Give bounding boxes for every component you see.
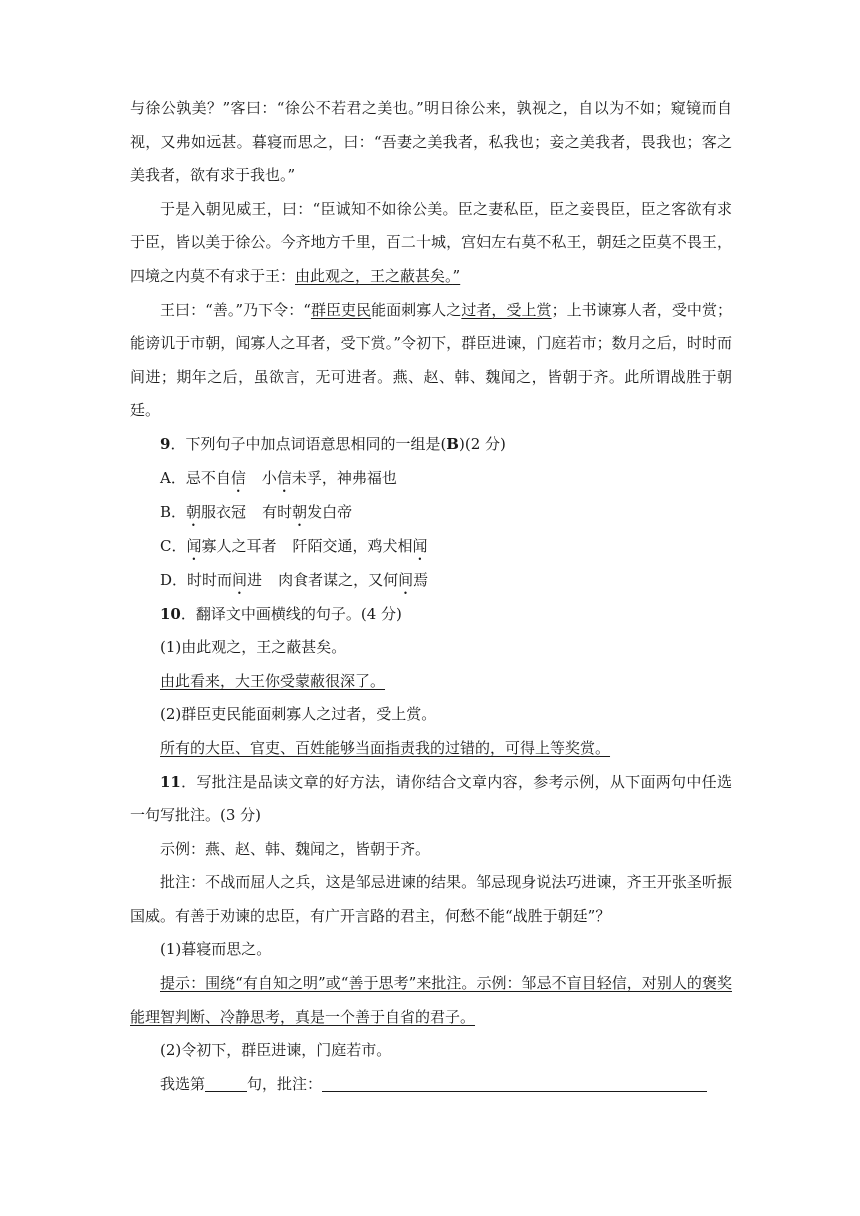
question-number: 9 [160, 434, 171, 453]
q11-sentence-1: (1)暮寝而思之。 [160, 940, 272, 959]
fill-label: 我选第 [160, 1074, 206, 1093]
question-10-stem [130, 598, 732, 632]
answer-letter: B [446, 434, 459, 453]
q11-fill-line [130, 1068, 732, 1102]
option-text: 有时 [262, 502, 293, 521]
question-11-stem [130, 766, 732, 833]
dotted-word: 间 [398, 570, 414, 589]
question-number: 11 [160, 772, 181, 791]
dotted-word: 闻 [186, 536, 202, 555]
option-text: B． [160, 502, 187, 521]
sentence-choice-blank[interactable] [205, 1073, 247, 1092]
dotted-word: 信 [230, 468, 246, 487]
question-9-stem [130, 428, 732, 462]
q11-sentence-2: (2)令初下，群臣进谏，门庭若市。 [160, 1041, 392, 1060]
fill-label: 句，批注： [247, 1074, 323, 1093]
q10-sentence-1: (1)由此观之，王之蔽甚矣。 [160, 638, 347, 657]
q10-answer-1 [130, 665, 732, 699]
passage-paragraph-2 [130, 193, 732, 294]
option-text: 发白帝 [307, 502, 353, 521]
option-text: 小 [261, 468, 277, 487]
closing-quote: ” [452, 266, 461, 285]
option-text: A．忌不自 [160, 468, 231, 487]
option-text: 肉食者谋之，又何 [278, 570, 399, 589]
option-text: 未孚，神弗福也 [291, 468, 397, 487]
option-text: C． [160, 536, 187, 555]
answer-text: 由此看来，大王你受蒙蔽很深了。 [160, 671, 386, 690]
question-number: 10 [160, 604, 181, 623]
passage-text: 与徐公孰美？”客曰：“徐公不若君之美也。”明日徐公来，孰视之，自以为不如；窥镜而自视，又弗如远甚。暮寝而思之，曰：“吾妻之美我者，私我也；妾之美我者，畏我也；客之美我者，欲有求于我也。” [130, 99, 732, 185]
option-text: D．时时而 [160, 570, 233, 589]
question-text: ．下列句子中加点词语意思相同的一组是( [170, 434, 447, 453]
option-c [130, 530, 732, 564]
q11-example-note: 批注：不战而屈人之兵，这是邹忌进谏的结果。邹忌现身说法巧进谏，齐王开张圣听振国威。有善于劝谏的忠臣，有广开言路的君主，何愁不能“战胜于朝廷”？ [130, 873, 732, 925]
option-text: 寡人之耳者 [201, 536, 277, 555]
dotted-word: 闻 [412, 536, 428, 555]
option-text: 焉 [413, 570, 429, 589]
passage-text: 能面刺寡人之 [371, 300, 462, 319]
passage-paragraph-3 [130, 294, 732, 428]
annotation-blank[interactable] [322, 1073, 707, 1092]
option-text: 阡陌交通，鸡犬相 [292, 536, 413, 555]
option-text: 服衣冠 [201, 502, 247, 521]
option-d [130, 564, 732, 598]
underlined-sentence: 由此观之，王之蔽甚矣。 [295, 266, 453, 285]
option-a [130, 462, 732, 496]
question-score: )(2 分) [458, 434, 506, 453]
passage-paragraph-1 [130, 92, 732, 193]
answer-text: 提示：围绕“有自知之明”或“善于思考”来批注。示例：邹忌不盲目轻信，对别人的褒奖能理智判断、冷静思考，真是一个善于自省的君子。 [130, 974, 732, 1026]
dotted-word: 间 [232, 570, 248, 589]
q11-example: 示例：燕、赵、韩、魏闻之，皆朝于齐。 [160, 839, 431, 858]
option-b [130, 496, 732, 530]
option-text: 进 [247, 570, 263, 589]
q11-hint [130, 967, 732, 1034]
q10-answer-2 [130, 732, 732, 766]
passage-text: 王曰：“善。”乃下令：“ [160, 300, 311, 319]
question-text: ．翻译文中画横线的句子。(4 分) [180, 604, 402, 623]
underlined-phrase: 群臣吏民 [310, 300, 372, 319]
passage-text: ；上书谏寡人者，受中赏；能谤讥于市朝，闻寡人之耳者，受下赏。”令初下，群臣进谏，门庭若市；数月之后，时时而间进；期年之后，虽欲言，无可进者。燕、赵、韩、魏闻之，皆朝于齐。此所谓战胜于朝廷。 [130, 300, 732, 420]
question-text: ．写批注是品读文章的好方法，请你结合文章内容，参考示例，从下面两句中任选一句写批注。(3 分) [130, 772, 732, 825]
dotted-word: 朝 [292, 502, 308, 521]
answer-text: 所有的大臣、官吏、百姓能够当面指责我的过错的，可得上等奖赏。 [160, 738, 611, 757]
underlined-phrase: 过者，受上赏 [461, 300, 552, 319]
dotted-word: 信 [276, 468, 292, 487]
passage-text: 于是入朝见威王，曰：“臣诚知不如徐公美。臣之妻私臣，臣之妾畏臣，臣之客欲有求于臣，皆以美于徐公。今齐地方千里，百二十城，宫妇左右莫不私王，朝廷之臣莫不畏王，四境之内莫不有求于王： [130, 199, 732, 285]
q10-sentence-2: (2)群臣吏民能面刺寡人之过者，受上赏。 [160, 705, 437, 724]
dotted-word: 朝 [186, 502, 202, 521]
